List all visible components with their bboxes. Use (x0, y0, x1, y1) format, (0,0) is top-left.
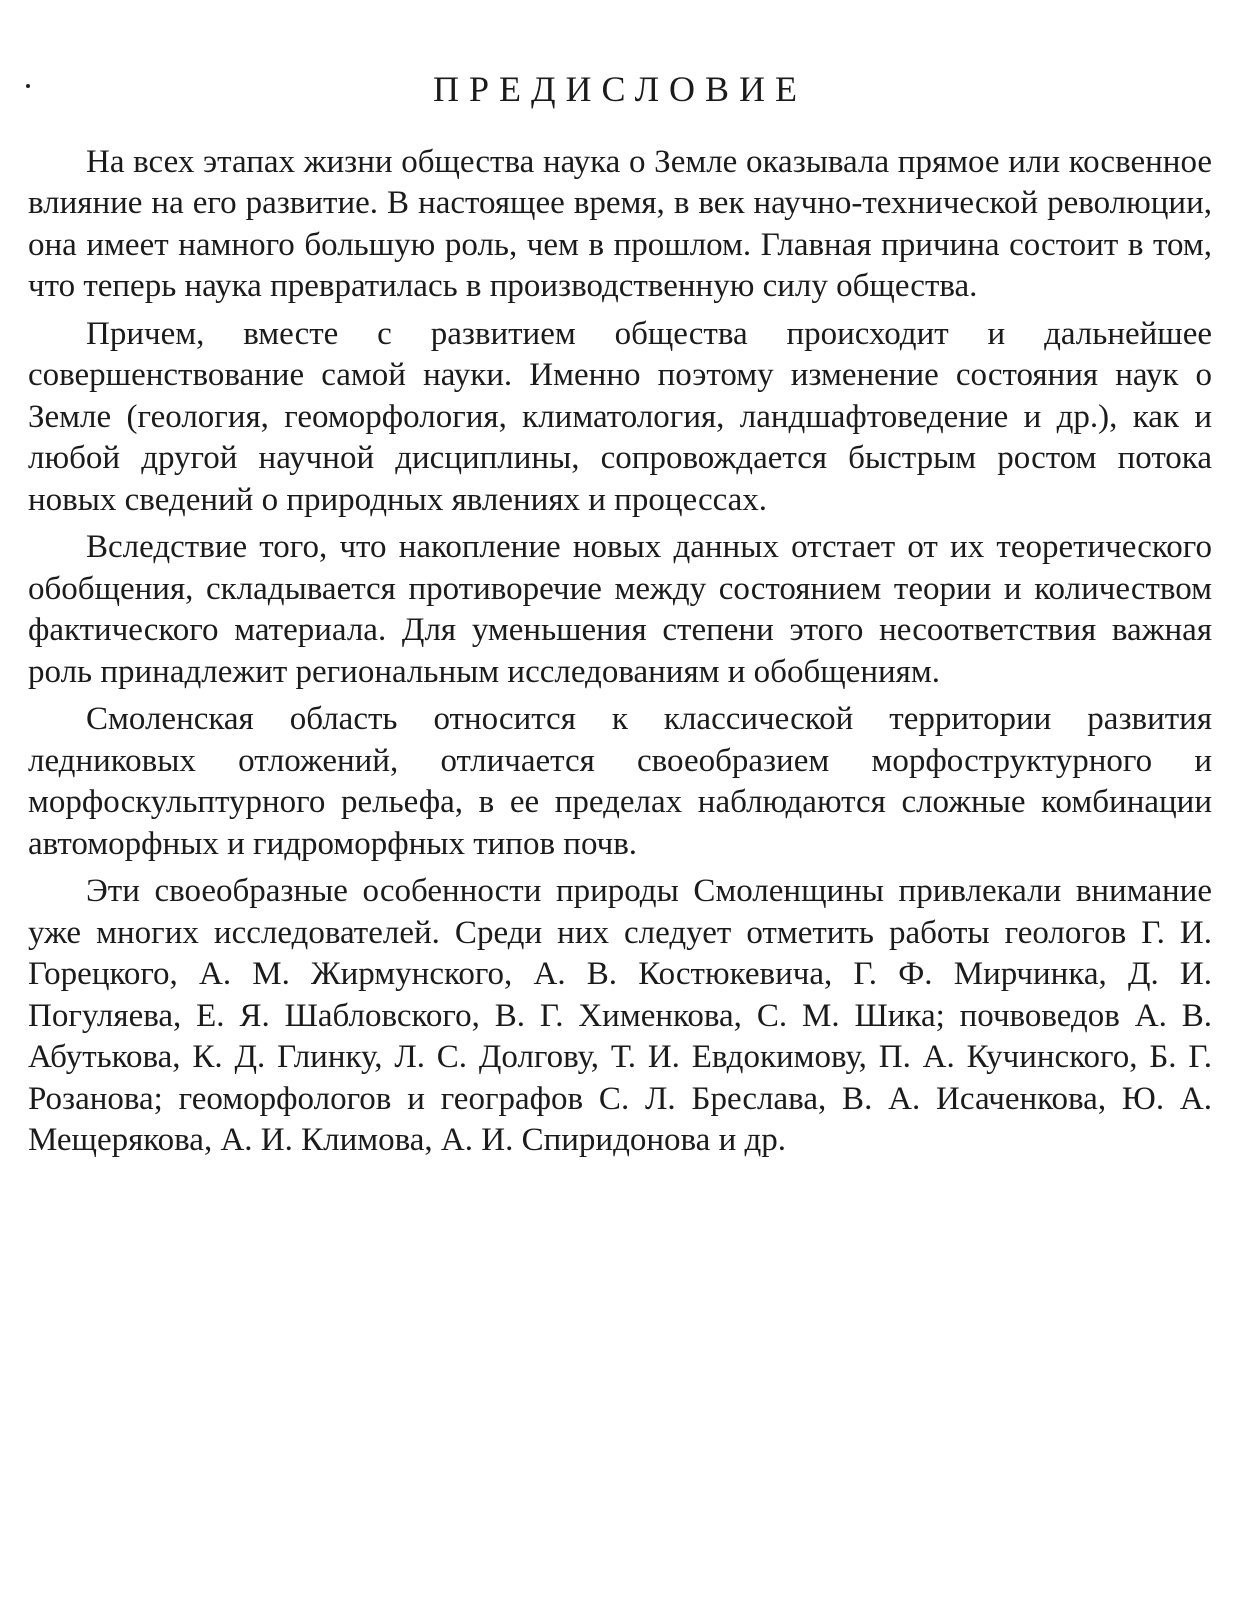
page-title: ПРЕДИСЛОВИЕ (432, 69, 808, 109)
paragraph-2: Причем, вместе с развитием общества происходит и дальнейшее совершенствование самой науки. Именно поэтому изменение состояния наук о Земле (геология, геоморфология, климатология, ландшафтоведение и др.), как и любой другой научной дисциплины, сопровождается быстрым ростом потока новых сведений о природных явлениях и процессах. (28, 315, 1212, 518)
paragraph-3: Вследствие того, что накопление новых данных отстает от их теоретического обобщения, складывается противоречие между состоянием теории и количеством фактического материала. Для уменьшения степени этого несоответствия важная роль принадлежит региональным исследованиям и обобщениям. (28, 529, 1212, 690)
paragraph-5: Эти своеобразные особенности природы Смоленщины привлекали внимание уже многих исследователей. Среди них следует отметить работы геологов Г. И. Горецкого, А. М. Жирмунского, А. В. Костюкевича, Г. Ф. Мирчинка, Д. И. Погуляева, Е. Я. Шабловского, В. Г. Хименкова, С. М. Шика; почвоведов А. В. Абутькова, К. Д. Глинку, Л. С. Долгову, Т. И. Евдокимову, П. А. Кучинского, Б. Г. Розанова; геоморфологов и географов С. Л. Бреслава, В. А. Исаченкова, Ю. А. Мещерякова, А. И. Климова, А. И. Спиридонова и др. (28, 873, 1212, 1159)
paragraph-4: Смоленская область относится к классической территории развития ледниковых отложений, отличается своеобразием морфоструктурного и морфоскульптурного рельефа, в ее пределах наблюдаются сложные комбинации автоморфных и гидроморфных типов почв. (28, 701, 1212, 862)
paragraph-1: На всех этапах жизни общества наука о Земле оказывала прямое или косвенное влияние на его развитие. В настоящее время, в век научно-технической революции, она имеет намного большую роль, чем в прошлом. Главная причина состоит в том, что теперь наука превратилась в производственную силу общества. (28, 143, 1212, 305)
document-page (28, 70, 1212, 1168)
